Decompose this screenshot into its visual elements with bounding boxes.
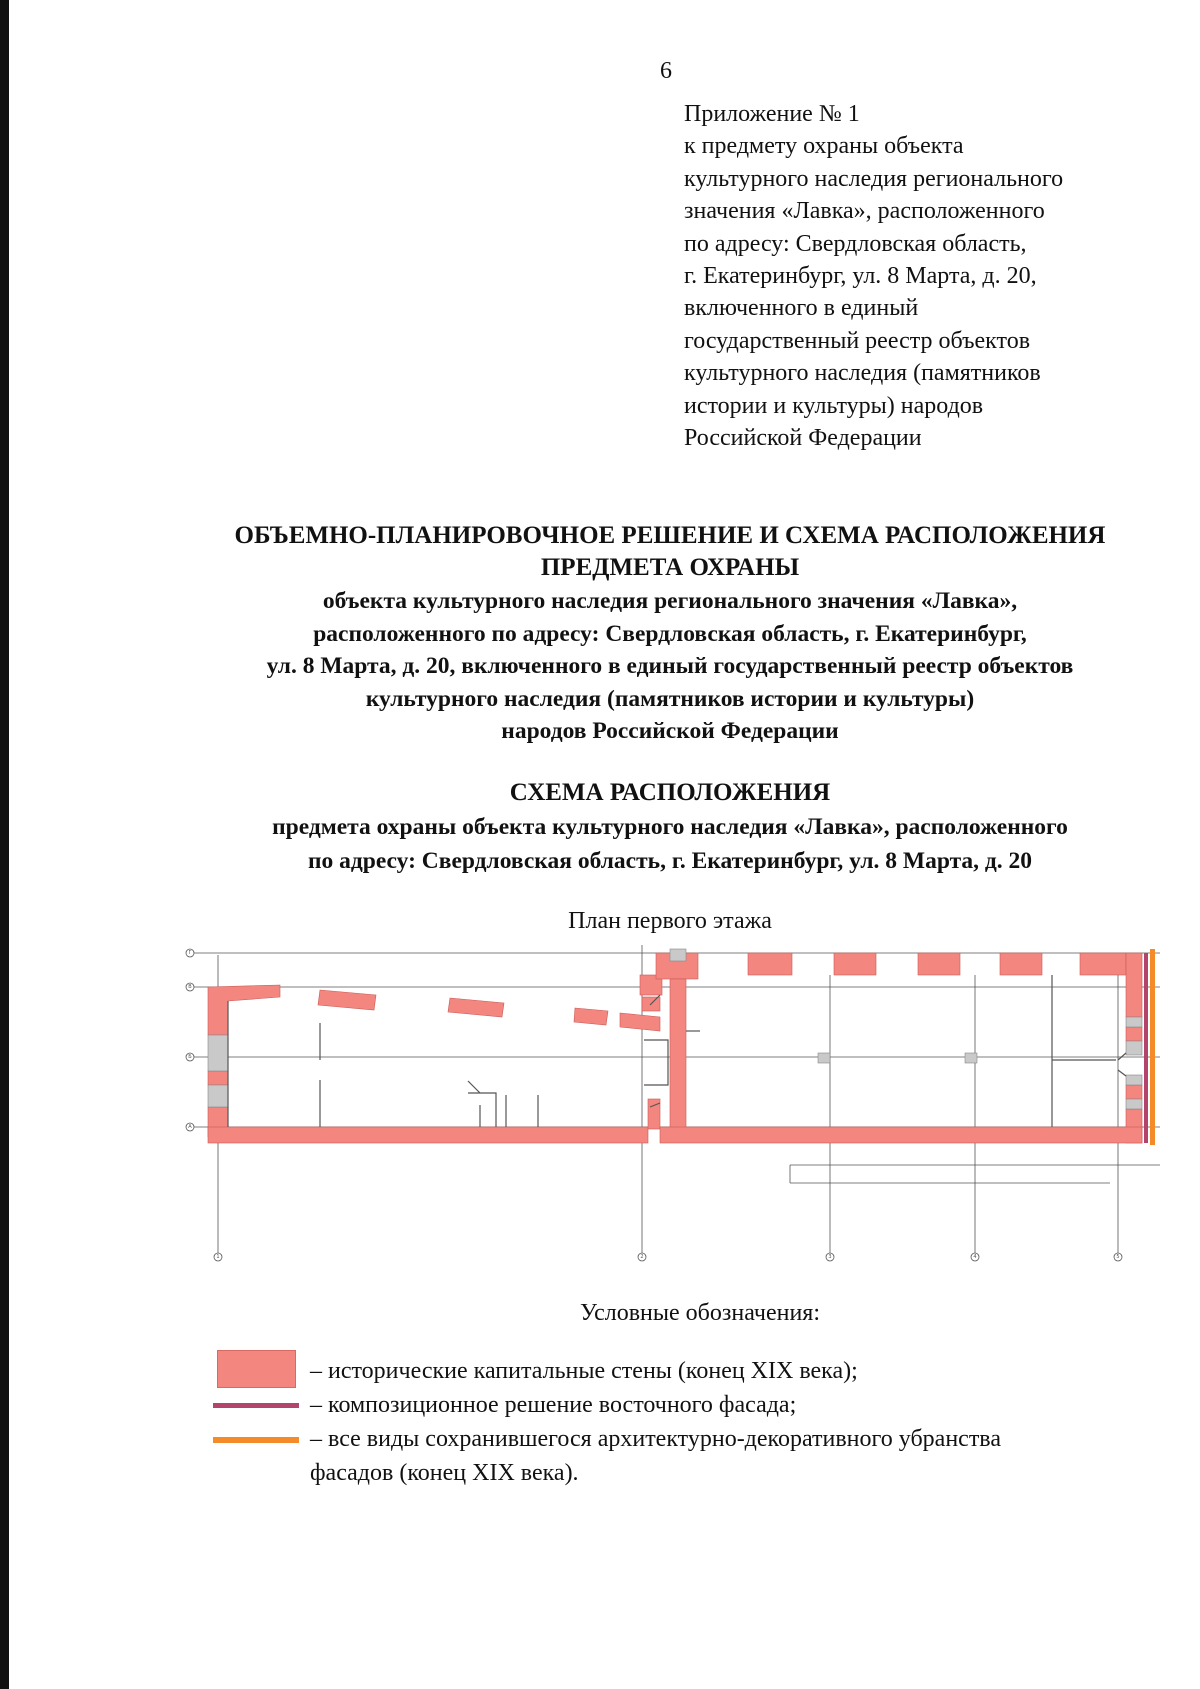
main-title-subtitle bbox=[150, 585, 1190, 748]
legend-item-label: – композиционное решение восточного фасада; bbox=[310, 1392, 797, 1418]
historic-walls-swatch bbox=[217, 1350, 296, 1388]
appendix-line: государственный реестр объектов bbox=[684, 327, 1031, 354]
legend-item-label: – все виды сохранившегося архитектурно-декоративного убранства bbox=[310, 1426, 1001, 1452]
legend-item-continuation bbox=[210, 1460, 1170, 1494]
axis-label: А bbox=[188, 1124, 192, 1130]
axis-label: 5 bbox=[1116, 1254, 1120, 1260]
appendix-line: включенного в единый bbox=[684, 295, 919, 322]
decor-swatch bbox=[213, 1437, 299, 1443]
appendix-block bbox=[684, 98, 1184, 454]
margin-bar bbox=[0, 0, 9, 1689]
main-title-line: ПРЕДМЕТА ОХРАНЫ bbox=[540, 554, 800, 581]
appendix-line: культурного наследия регионального bbox=[684, 165, 1064, 192]
axis-label: 4 bbox=[973, 1254, 977, 1260]
floor-plan bbox=[180, 935, 1165, 1265]
main-title-line: ОБЪЕМНО-ПЛАНИРОВОЧНОЕ РЕШЕНИЕ И СХЕМА РАСПОЛОЖЕНИЯ bbox=[234, 522, 1106, 549]
page-number: 6 bbox=[660, 58, 672, 84]
axis-label: 1 bbox=[216, 1254, 220, 1260]
subtitle-line: ул. 8 Марта, д. 20, включенного в единый государственный реестр объектов bbox=[266, 653, 1074, 680]
legend-item-historic-walls bbox=[210, 1358, 1170, 1392]
appendix-line: культурного наследия (памятников bbox=[684, 360, 1041, 387]
appendix-line: г. Екатеринбург, ул. 8 Марта, д. 20, bbox=[684, 263, 1037, 290]
legend-item-decor bbox=[210, 1426, 1170, 1460]
scheme-subtitle-line: по адресу: Свердловская область, г. Екатеринбург, ул. 8 Марта, д. 20 bbox=[307, 848, 1033, 874]
appendix-line: к предмету охраны объекта bbox=[684, 133, 964, 160]
axis-label: В bbox=[188, 984, 192, 990]
axis-label: 3 bbox=[828, 1254, 832, 1260]
legend-item-label-continuation: фасадов (конец XIX века). bbox=[310, 1460, 579, 1486]
subtitle-line: народов Российской Федерации bbox=[501, 718, 839, 745]
scheme-title: СХЕМА РАСПОЛОЖЕНИЯ bbox=[509, 779, 831, 806]
legend-item-label: – исторические капитальные стены (конец XIX века); bbox=[310, 1358, 858, 1384]
appendix-line: Приложение № 1 bbox=[684, 101, 860, 127]
subtitle-line: объекта культурного наследия регионального значения «Лавка», bbox=[322, 588, 1018, 614]
legend-caption: Условные обозначения: bbox=[579, 1300, 821, 1326]
plan-caption: План первого этажа bbox=[568, 908, 772, 934]
axis-label: 2 bbox=[640, 1254, 644, 1260]
scheme-subtitle-line: предмета охраны объекта культурного наследия «Лавка», расположенного bbox=[272, 814, 1068, 840]
subtitle-line: расположенного по адресу: Свердловская область, г. Екатеринбург, bbox=[313, 620, 1027, 647]
appendix-line: по адресу: Свердловская область, bbox=[684, 230, 1027, 257]
legend-item-east-facade bbox=[210, 1392, 1170, 1426]
main-title-second bbox=[150, 552, 1190, 583]
appendix-line: значения «Лавка», расположенного bbox=[684, 198, 1045, 225]
axis-label: Г bbox=[188, 950, 192, 956]
appendix-line: Российской Федерации bbox=[684, 425, 922, 452]
main-title bbox=[150, 520, 1190, 551]
legend bbox=[210, 1358, 1170, 1494]
axis-label: Б bbox=[188, 1054, 192, 1060]
east-facade-swatch bbox=[213, 1403, 299, 1408]
subtitle-line: культурного наследия (памятников истории и культуры) bbox=[365, 685, 975, 712]
appendix-line: истории и культуры) народов bbox=[684, 392, 984, 419]
